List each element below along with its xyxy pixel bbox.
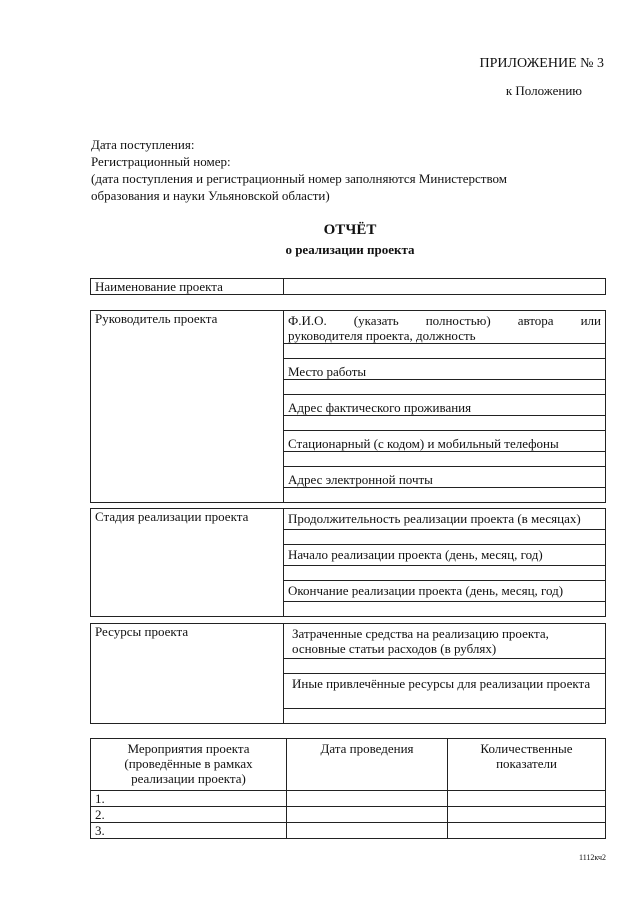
stage-start-label: Начало реализации проекта (день, месяц, год) [284,545,606,566]
leader-workplace-value[interactable] [284,380,606,395]
events-row-number: 2. [91,807,287,823]
leader-phones-value[interactable] [284,452,606,467]
resources-label: Ресурсы проекта [91,624,284,724]
leader-address-value[interactable] [284,416,606,431]
events-row-number: 1. [91,791,287,807]
table-row [91,823,606,839]
events-date-cell[interactable] [287,807,448,823]
leader-email-value[interactable] [284,488,606,503]
events-metrics-cell[interactable] [448,807,606,823]
appendix-number: ПРИЛОЖЕНИЕ № 3 [479,56,604,71]
events-row-number: 3. [91,823,287,839]
project-name-label: Наименование проекта [91,279,284,295]
leader-fio-line1 [288,313,601,328]
stage-end-label: Окончание реализации проекта (день, месяц, год) [284,581,606,602]
report-subtitle: о реализации проекта [285,242,415,257]
table-header-row [91,739,606,791]
leader-workplace-label: Место работы [284,359,606,380]
leader-fio-value[interactable] [284,344,606,359]
fio-word: полностью) [425,313,491,328]
footer-code: 1112кч2 [578,853,606,862]
leader-table [90,310,606,503]
appendix-subtitle: к Положению [505,83,582,98]
leader-fio-line2: руководителя проекта, должность [288,328,476,343]
events-metrics-cell[interactable] [448,791,606,807]
events-table [90,738,606,839]
events-col-header-date: Дата проведения [287,739,448,791]
table-row [91,279,606,295]
report-title: ОТЧЁТ [323,222,377,238]
stage-end-value[interactable] [284,602,606,617]
table-row [91,791,606,807]
leader-email-label: Адрес электронной почты [284,467,606,488]
resources-table [90,623,606,724]
fio-word: или [580,313,601,328]
fio-word: автора [517,313,554,328]
registration-number-label: Регистрационный номер: [91,154,231,169]
resources-other-value[interactable] [284,709,606,724]
events-date-cell[interactable] [287,791,448,807]
project-name-value[interactable] [284,279,606,295]
leader-label: Руководитель проекта [91,311,284,503]
resources-other-label: Иные привлечённые ресурсы для реализации проекта [284,674,606,709]
table-row [91,509,606,530]
stage-table [90,508,606,617]
events-col-header-metrics: Количественные показатели [448,739,606,791]
stage-duration-value[interactable] [284,530,606,545]
stage-duration-label: Продолжительность реализации проекта (в месяцах) [284,509,606,530]
stage-label: Стадия реализации проекта [91,509,284,617]
fio-word: (указать [353,313,399,328]
fio-word: Ф.И.О. [288,313,327,328]
leader-address-label: Адрес фактического проживания [284,395,606,416]
leader-phones-label: Стационарный (с кодом) и мобильный телефоны [284,431,606,452]
resources-spent-label: Затраченные средства на реализацию проекта, основные статьи расходов (в рублях) [284,624,606,659]
leader-fio-cell [284,311,606,344]
resources-spent-value[interactable] [284,659,606,674]
table-row [91,807,606,823]
events-col-header-activity: Мероприятия проекта (проведённые в рамках реализации проекта) [91,739,287,791]
events-date-cell[interactable] [287,823,448,839]
project-name-table [90,278,606,295]
table-row [91,624,606,659]
events-metrics-cell[interactable] [448,823,606,839]
intro-note: (дата поступления и регистрационный номер заполняются Министерством образования и науки Ульяновской области) [91,171,507,203]
table-row [91,311,606,344]
date-received-label: Дата поступления: [91,137,195,152]
stage-start-value[interactable] [284,566,606,581]
intro-block [91,136,571,204]
